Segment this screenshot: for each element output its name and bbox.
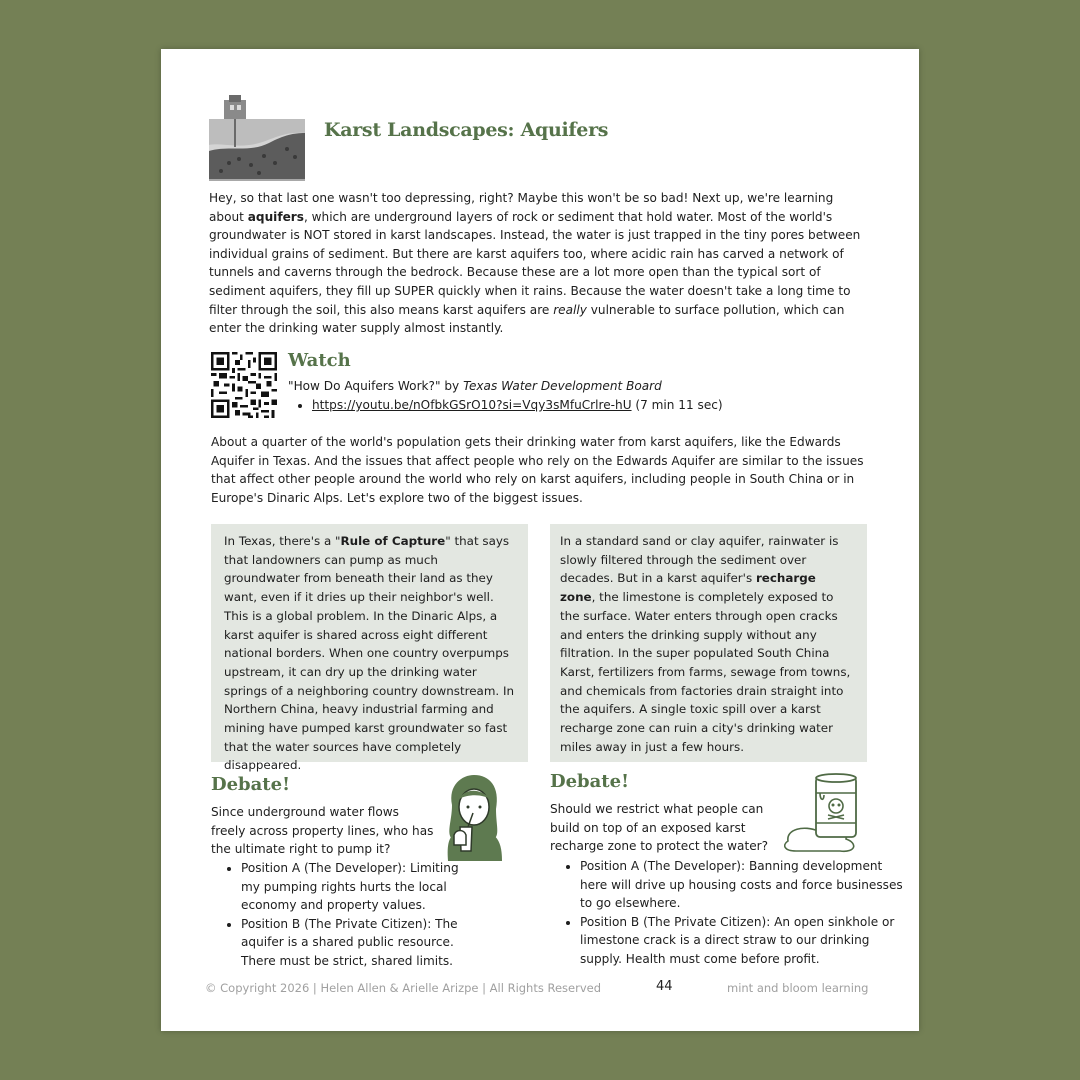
- debate-heading-left: Debate!: [211, 774, 290, 795]
- list-item: • Position A (The Developer): Banning development here will drive up housing costs and force businesses to go elsewhere.: [580, 857, 910, 913]
- page-number: 44: [656, 979, 673, 994]
- recharge-zone-box: In a standard sand or clay aquifer, rainwater is slowly filtered through the sediment over decades. But in a karst aquifer's recharge zone, the limestone is completely exposed to the surface. Water enters through open cracks and enters the drinking supply without any filtration. In the super populated South China Karst, fertilizers from farms, sewage from towns, and chemicals from factories drain straight into the aquifers. A single toxic spill over a karst recharge zone can ruin a city's drinking water miles away in just a few hours.: [550, 524, 867, 762]
- debate-positions-right: [550, 857, 910, 969]
- debate-positions-left: [211, 859, 481, 971]
- debate-heading-right: Debate!: [550, 771, 629, 792]
- list-item: • https://youtu.be/nOfbkGSrO10?si=Vqy3sMfuCrlre-hU (7 min 11 sec): [312, 398, 723, 412]
- page-title: Karst Landscapes: Aquifers: [324, 119, 609, 141]
- issues-intro-paragraph: About a quarter of the world's population gets their drinking water from karst aquifers, like the Edwards Aquifer in Texas. And the issues that affect people who rely on the Edwards Aquifer are similar to the issues that affect other people around the world who rely on karst aquifers, including people in South China or in Europe's Dinaric Alps. Let's explore two of the biggest issues.: [211, 435, 864, 505]
- video-source: "How Do Aquifers Work?" by Texas Water Development Board: [288, 379, 662, 393]
- debate-question-left: Since underground water flows freely across property lines, who has the ultimate right to pump it?: [211, 805, 434, 857]
- video-link[interactable]: https://youtu.be/nOfbkGSrO10?si=Vqy3sMfuCrlre-hU: [312, 398, 632, 412]
- list-item: • Position B (The Private Citizen): The aquifer is a shared public resource. There must be strict, shared limits.: [241, 915, 481, 971]
- karst-landscape-illustration: [209, 93, 305, 181]
- worksheet-page: [161, 49, 919, 1031]
- list-item: • Position A (The Developer): Limiting my pumping rights hurts the local economy and property values.: [241, 859, 481, 915]
- list-item: • Position B (The Private Citizen): An open sinkhole or limestone crack is a direct straw to our drinking supply. Health must come before profit.: [580, 913, 910, 969]
- intro-paragraph: Hey, so that last one wasn't too depressing, right? Maybe this won't be so bad! Next up, we're learning about aquifers, which are underground layers of rock or sediment that hold water. Most of the world's groundwater is NOT stored in karst landscapes. Instead, the water is just trapped in the tiny pores between individual grains of sediment. But there are karst aquifers too, where acidic rain has carved a network of tunnels and caverns through the bedrock. Because these are a lot more open than the typical sort of sediment aquifers, they fill up SUPER quickly when it rains. Because the water doesn't take a long time to filter through the soil, this also means karst aquifers are really vulnerable to surface pollution, which can enter the drinking water supply almost instantly.: [209, 191, 861, 336]
- video-link-list: [288, 398, 723, 412]
- rule-of-capture-box: In Texas, there's a "Rule of Capture" that says that landowners can pump as much groundwater from beneath their land as they want, even if it dries up their neighbor's well. This is a global problem. In the Dinaric Alps, a karst aquifer is shared across eight different national borders. When one country overpumps upstream, it can dry up the drinking water springs of a neighboring country downstream. In Northern China, heavy industrial farming and mining have pumped karst groundwater so fast that the water sources have completely disappeared.: [211, 524, 528, 762]
- toxic-barrel-icon: [784, 771, 864, 853]
- debate-question-right: Should we restrict what people can build on top of an exposed karst recharge zone to protect the water?: [550, 802, 769, 854]
- girl-drinking-icon: [440, 775, 506, 861]
- copyright-footer: © Copyright 2026 | Helen Allen & Arielle Arizpe | All Rights Reserved: [205, 981, 602, 995]
- watch-heading: Watch: [288, 350, 351, 371]
- brand-footer: mint and bloom learning: [727, 981, 869, 995]
- qr-code-icon: [211, 352, 277, 418]
